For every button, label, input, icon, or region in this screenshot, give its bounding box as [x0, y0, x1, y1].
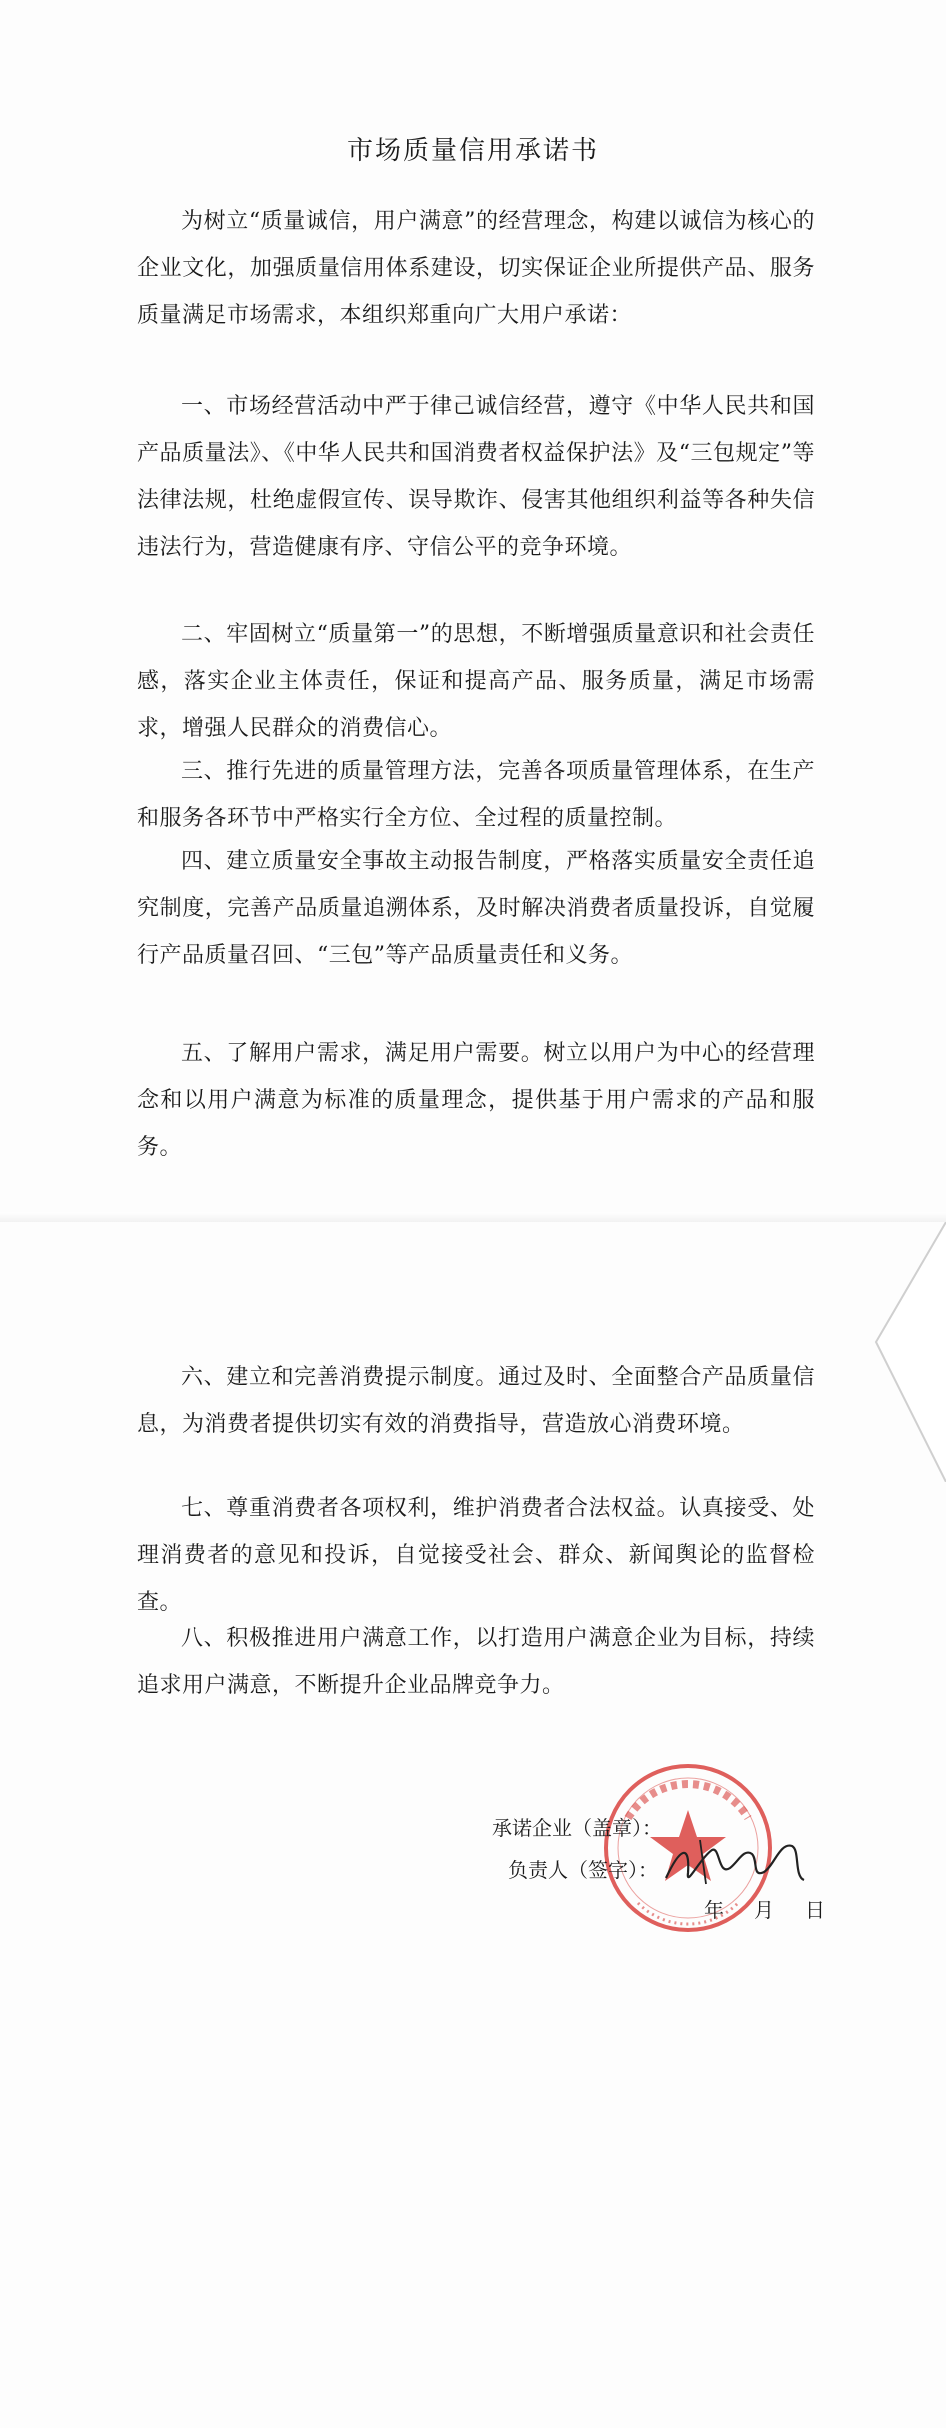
date-month-label: 月	[754, 1898, 774, 1922]
document-page-1	[0, 0, 946, 1212]
responsible-person-label: 负责人（签字）：	[508, 1858, 658, 1882]
commitment-paragraph-6: 六、建立和完善消费提示制度。通过及时、全面整合产品质量信息，为消费者提供切实有效的消费指导，营造放心消费环境。	[137, 1365, 815, 1437]
commitment-paragraph-1: 一、市场经营活动中严于律己诚信经营，遵守《中华人民共和国产品质量法》、《中华人民共和国消费者权益保护法》及“三包规定”等法律法规，杜绝虚假宣传、误导欺诈、侵害其他组织利益等各种失信违法行为，营造健康有序、守信公平的竞争环境。	[137, 394, 815, 560]
commitment-paragraph-8: 八、积极推进用户满意工作，以打造用户满意企业为目标，持续追求用户满意，不断提升企业品牌竞争力。	[137, 1626, 815, 1698]
commitment-paragraph-5: 五、了解用户需求，满足用户需要。树立以用户为中心的经营理念和以用户满意为标准的质量理念，提供基于用户需求的产品和服务。	[137, 1041, 815, 1160]
document-title: 市场质量信用承诺书	[346, 136, 599, 166]
page-fold-corner	[836, 1222, 946, 1482]
commitment-paragraph-2: 二、牢固树立“质量第一”的思想，不断增强质量意识和社会责任感，落实企业主体责任，保证和提高产品、服务质量，满足市场需求，增强人民群众的消费信心。	[137, 622, 815, 741]
document-page-2	[0, 1222, 946, 2428]
date-day-label: 日	[805, 1898, 825, 1922]
committer-label: 承诺企业（盖章）：	[492, 1816, 662, 1840]
intro-paragraph: 为树立“质量诚信，用户满意”的经营理念，构建以诚信为核心的企业文化，加强质量信用体系建设，切实保证企业所提供产品、服务质量满足市场需求，本组织郑重向广大用户承诺：	[137, 209, 815, 328]
page-gap	[0, 1212, 946, 1222]
commitment-paragraph-4: 四、建立质量安全事故主动报告制度，严格落实质量安全责任追究制度，完善产品质量追溯体系，及时解决消费者质量投诉，自觉履行产品质量召回、“三包”等产品质量责任和义务。	[137, 849, 815, 968]
handwritten-signature	[660, 1828, 810, 1898]
commitment-paragraph-7: 七、尊重消费者各项权利，维护消费者合法权益。认真接受、处理消费者的意见和投诉，自觉接受社会、群众、新闻舆论的监督检查。	[137, 1496, 815, 1615]
commitment-paragraph-3: 三、推行先进的质量管理方法，完善各项质量管理体系，在生产和服务各环节中严格实行全方位、全过程的质量控制。	[137, 759, 815, 831]
date-year-label: 年	[704, 1898, 724, 1922]
